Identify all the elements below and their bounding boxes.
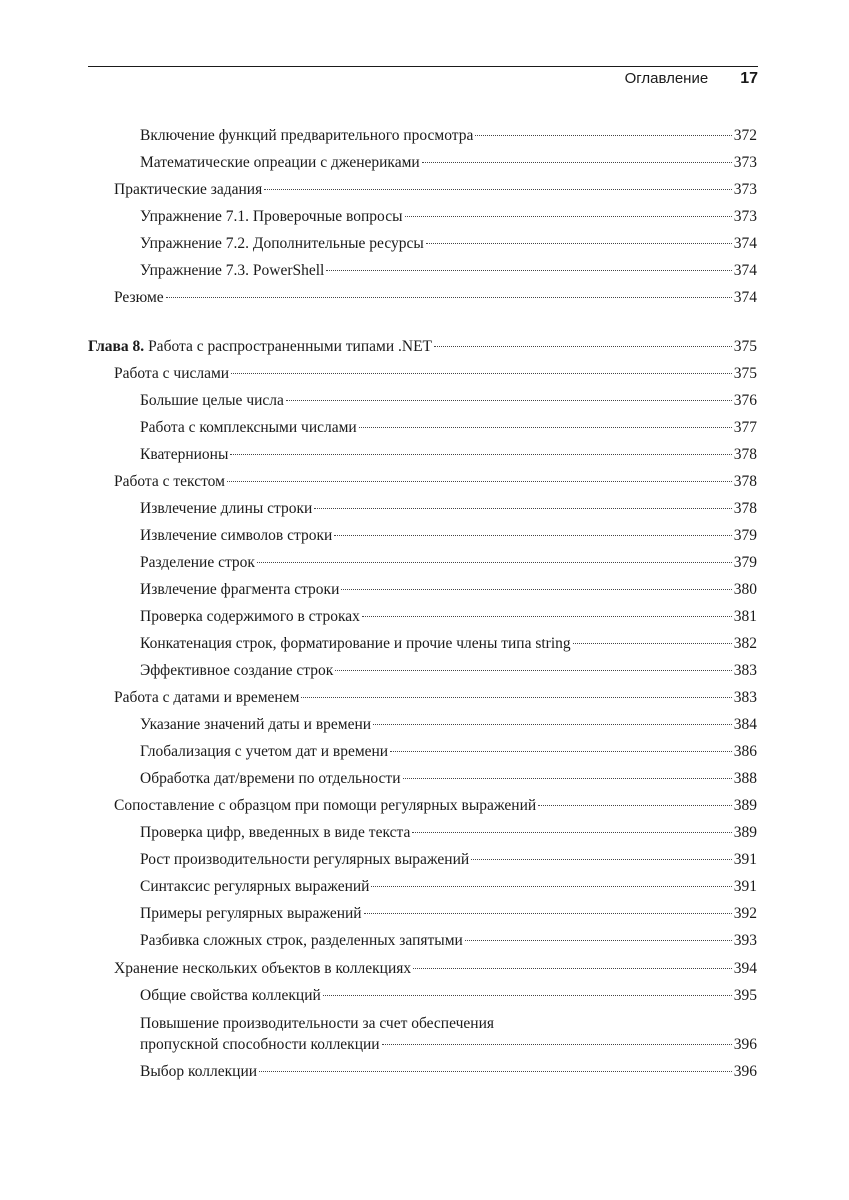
toc-entry-page: 383 xyxy=(733,662,757,679)
toc-entry[interactable] xyxy=(140,522,757,549)
chapter-title: Работа с распространенными типами .NET xyxy=(148,338,433,355)
toc-entry-title: Эффективное создание строк xyxy=(140,662,334,679)
toc-entry-title: Упражнение 7.2. Дополнительные ресурсы xyxy=(140,235,424,252)
toc-entry[interactable] xyxy=(140,495,757,522)
toc-entry[interactable] xyxy=(140,230,757,257)
toc-entry[interactable] xyxy=(140,203,757,230)
toc-entry-title: Кватернионы xyxy=(140,446,229,463)
dot-leader xyxy=(362,616,732,617)
dot-leader xyxy=(323,995,732,996)
toc-entry-page: 392 xyxy=(733,905,757,922)
toc-entry-page: 378 xyxy=(733,500,757,517)
toc-entry-page: 380 xyxy=(733,581,757,598)
toc-entry[interactable] xyxy=(140,927,757,954)
toc-entry-title: Включение функций предварительного просмотра xyxy=(140,127,474,144)
toc-entry-page: 375 xyxy=(733,338,757,355)
toc-entry[interactable] xyxy=(140,738,757,765)
toc-entry[interactable] xyxy=(140,576,757,603)
dot-leader xyxy=(390,751,732,752)
toc-entry-page: 373 xyxy=(733,208,757,225)
toc-entry[interactable] xyxy=(140,873,757,900)
toc-entry-title: Упражнение 7.3. PowerShell xyxy=(140,262,325,279)
toc-entry-title: Проверка цифр, введенных в виде текста xyxy=(140,824,411,841)
toc-entry[interactable] xyxy=(114,176,757,203)
toc-entry-page: 373 xyxy=(733,154,757,171)
dot-leader xyxy=(335,670,731,671)
toc-entry[interactable] xyxy=(140,711,757,738)
toc-entry-page: 377 xyxy=(733,419,757,436)
toc-entry-page: 372 xyxy=(733,127,757,144)
toc-entry-title: Разделение строк xyxy=(140,554,255,571)
toc-entry-title: Хранение нескольких объектов в коллекциях xyxy=(114,960,412,977)
toc-entry[interactable] xyxy=(140,257,757,284)
toc-entry[interactable] xyxy=(140,441,757,468)
toc-entry-page: 374 xyxy=(733,289,757,306)
toc-entry[interactable] xyxy=(114,284,757,311)
dot-leader xyxy=(359,427,732,428)
toc-entry[interactable] xyxy=(114,684,757,711)
toc-entry-title: Математические опреации с дженериками xyxy=(140,154,420,171)
dot-leader xyxy=(403,778,732,779)
toc-entry[interactable] xyxy=(140,387,757,414)
dot-leader xyxy=(573,643,732,644)
toc-entry[interactable] xyxy=(140,765,757,792)
toc-entry-page: 391 xyxy=(733,878,757,895)
section-title: Оглавление xyxy=(624,70,709,87)
dot-leader xyxy=(326,270,731,271)
dot-leader xyxy=(257,562,732,563)
dot-leader xyxy=(334,535,731,536)
dot-leader xyxy=(286,400,732,401)
toc-entry[interactable] xyxy=(140,1058,757,1085)
toc-chapter-entry[interactable] xyxy=(88,333,757,360)
toc-entry-title: пропускной способности коллекции xyxy=(140,1036,380,1053)
page-number: 17 xyxy=(740,70,758,87)
toc-entry-page: 381 xyxy=(733,608,757,625)
toc-entry-title: Работа с датами и временем xyxy=(114,689,300,706)
toc-entry[interactable] xyxy=(140,900,757,927)
dot-leader xyxy=(364,913,732,914)
toc-entry[interactable] xyxy=(140,630,757,657)
toc-entry-page: 374 xyxy=(733,235,757,252)
toc-entry-page: 378 xyxy=(733,446,757,463)
toc-entry-page: 379 xyxy=(733,554,757,571)
header-rule xyxy=(88,66,758,67)
toc-entry-title: Синтаксис регулярных выражений xyxy=(140,878,370,895)
toc-entry-page: 389 xyxy=(733,797,757,814)
dot-leader xyxy=(412,832,731,833)
dot-leader xyxy=(166,297,732,298)
dot-leader xyxy=(301,697,731,698)
toc-entry-page: 391 xyxy=(733,851,757,868)
toc-entry-title: Рост производительности регулярных выражений xyxy=(140,851,470,868)
running-head xyxy=(88,70,758,96)
dot-leader xyxy=(422,162,732,163)
toc-entry-page: 393 xyxy=(733,932,757,949)
dot-leader xyxy=(264,189,732,190)
dot-leader xyxy=(475,135,731,136)
dot-leader xyxy=(465,940,732,941)
toc-entry-page: 395 xyxy=(733,987,757,1004)
toc-entry-page: 384 xyxy=(733,716,757,733)
dot-leader xyxy=(231,373,732,374)
toc-entry-title: Сопоставление с образцом при помощи регулярных выражений xyxy=(114,797,537,814)
dot-leader xyxy=(434,346,732,347)
toc-entry[interactable] xyxy=(114,468,757,495)
toc-entry-page: 382 xyxy=(733,635,757,652)
toc-entry-page: 376 xyxy=(733,392,757,409)
dot-leader xyxy=(259,1071,732,1072)
toc-entry-title: Извлечение символов строки xyxy=(140,527,333,544)
toc-entry-title: Разбивка сложных строк, разделенных запятыми xyxy=(140,932,463,949)
toc-entry-page: 394 xyxy=(733,960,757,977)
toc-entry-title: Резюме xyxy=(114,289,164,306)
toc-entry[interactable] xyxy=(140,982,757,1009)
toc-entry-title: Примеры регулярных выражений xyxy=(140,905,362,922)
toc-entry-title: Указание значений даты и времени xyxy=(140,716,372,733)
toc-entry-title: Общие свойства коллекций xyxy=(140,987,321,1004)
dot-leader xyxy=(426,243,732,244)
toc-entry-page: 374 xyxy=(733,262,757,279)
toc-entry-title xyxy=(88,333,432,360)
toc-entry-page: 383 xyxy=(733,689,757,706)
toc-entry-title: Извлечение длины строки xyxy=(140,500,313,517)
toc-entry-title: Обработка дат/времени по отдельности xyxy=(140,770,401,787)
toc-entry-page: 378 xyxy=(733,473,757,490)
toc-entry-title: Извлечение фрагмента строки xyxy=(140,581,340,598)
toc-entry-title: Практические задания xyxy=(114,181,263,198)
toc-entry[interactable] xyxy=(140,549,757,576)
toc-entry-page: 373 xyxy=(733,181,757,198)
toc-entry-title: Глобализация с учетом дат и времени xyxy=(140,743,389,760)
toc-entry-page: 396 xyxy=(733,1063,757,1080)
toc-entry-title: Работа с числами xyxy=(114,365,230,382)
toc-entry-title-line1: Повышение производительности за счет обеспечения xyxy=(140,1015,494,1032)
toc-entry-title: Упражнение 7.1. Проверочные вопросы xyxy=(140,208,403,225)
toc-entry[interactable] xyxy=(140,122,757,149)
toc-entry[interactable] xyxy=(114,955,757,982)
dot-leader xyxy=(538,805,732,806)
chapter-label: Глава 8. xyxy=(88,338,145,355)
dot-leader xyxy=(413,968,732,969)
toc-entry[interactable] xyxy=(114,360,757,387)
dot-leader xyxy=(314,508,731,509)
dot-leader xyxy=(341,589,731,590)
toc-entry-page: 389 xyxy=(733,824,757,841)
dot-leader xyxy=(227,481,732,482)
dot-leader xyxy=(230,454,731,455)
dot-leader xyxy=(471,859,732,860)
toc-entry-title: Большие целые числа xyxy=(140,392,284,409)
toc-entry-page: 386 xyxy=(733,743,757,760)
toc-entry[interactable] xyxy=(140,846,757,873)
toc-entry-title: Выбор коллекции xyxy=(140,1063,258,1080)
dot-leader xyxy=(373,724,732,725)
toc-entry-page: 379 xyxy=(733,527,757,544)
toc-entry[interactable] xyxy=(140,414,757,441)
toc-entry[interactable] xyxy=(114,792,757,819)
toc-entry[interactable] xyxy=(140,149,757,176)
toc-entry-title: Проверка содержимого в строках xyxy=(140,608,360,625)
toc-entry[interactable] xyxy=(140,657,757,684)
toc-entry-page: 396 xyxy=(733,1036,757,1053)
dot-leader xyxy=(405,216,732,217)
toc-entry-title: Работа с текстом xyxy=(114,473,225,490)
toc-entry[interactable] xyxy=(140,819,757,846)
toc-entry-title: Конкатенация строк, форматирование и прочие члены типа string xyxy=(140,635,571,652)
toc-entry-title: Работа с комплексными числами xyxy=(140,419,357,436)
toc-entry[interactable] xyxy=(140,603,757,630)
toc-entry-page: 388 xyxy=(733,770,757,787)
toc-entry-page: 375 xyxy=(733,365,757,382)
dot-leader xyxy=(371,886,731,887)
dot-leader xyxy=(382,1044,732,1045)
toc-entry[interactable] xyxy=(140,1031,757,1058)
